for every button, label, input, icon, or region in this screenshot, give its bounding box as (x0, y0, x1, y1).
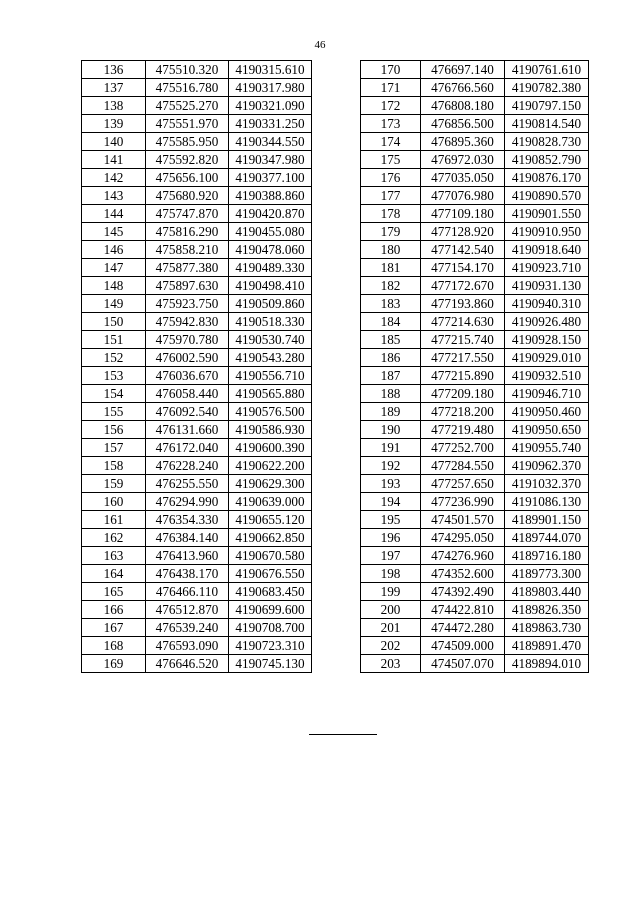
point-number-cell: 145 (82, 223, 146, 241)
table-row (82, 565, 312, 583)
y-coordinate-cell: 4190923.710 (505, 259, 589, 277)
x-coordinate-cell: 476808.180 (421, 97, 505, 115)
y-coordinate-cell: 4190676.550 (229, 565, 312, 583)
y-coordinate-cell: 4189891.470 (505, 637, 589, 655)
point-number-cell: 162 (82, 529, 146, 547)
y-coordinate-cell: 4190797.150 (505, 97, 589, 115)
y-coordinate-cell: 4190662.850 (229, 529, 312, 547)
x-coordinate-cell: 475525.270 (146, 97, 229, 115)
y-coordinate-cell: 4190639.000 (229, 493, 312, 511)
point-number-cell: 203 (361, 655, 421, 673)
x-coordinate-cell: 477219.480 (421, 421, 505, 439)
y-coordinate-cell: 4190377.100 (229, 169, 312, 187)
y-coordinate-cell: 4190321.090 (229, 97, 312, 115)
table-row (82, 421, 312, 439)
x-coordinate-cell: 477215.740 (421, 331, 505, 349)
table-row (82, 115, 312, 133)
table-row (361, 349, 589, 367)
y-coordinate-cell: 4190498.410 (229, 277, 312, 295)
point-number-cell: 136 (82, 61, 146, 79)
y-coordinate-cell: 4190347.980 (229, 151, 312, 169)
x-coordinate-cell: 475656.100 (146, 169, 229, 187)
y-coordinate-cell: 4190509.860 (229, 295, 312, 313)
x-coordinate-cell: 476766.560 (421, 79, 505, 97)
point-number-cell: 168 (82, 637, 146, 655)
table-row (361, 457, 589, 475)
table-row (82, 61, 312, 79)
x-coordinate-cell: 477172.670 (421, 277, 505, 295)
point-number-cell: 152 (82, 349, 146, 367)
x-coordinate-cell: 476593.090 (146, 637, 229, 655)
table-row (361, 133, 589, 151)
table-row (361, 169, 589, 187)
table-row (361, 187, 589, 205)
point-number-cell: 187 (361, 367, 421, 385)
x-coordinate-cell: 477217.550 (421, 349, 505, 367)
y-coordinate-cell: 4190708.700 (229, 619, 312, 637)
point-number-cell: 174 (361, 133, 421, 151)
y-coordinate-cell: 4190489.330 (229, 259, 312, 277)
point-number-cell: 199 (361, 583, 421, 601)
x-coordinate-cell: 475592.820 (146, 151, 229, 169)
x-coordinate-cell: 475551.970 (146, 115, 229, 133)
table-row (82, 331, 312, 349)
point-number-cell: 142 (82, 169, 146, 187)
table-row (361, 511, 589, 529)
y-coordinate-cell: 4189716.180 (505, 547, 589, 565)
x-coordinate-cell: 476058.440 (146, 385, 229, 403)
table-row (82, 133, 312, 151)
y-coordinate-cell: 4190388.860 (229, 187, 312, 205)
point-number-cell: 201 (361, 619, 421, 637)
point-number-cell: 181 (361, 259, 421, 277)
point-number-cell: 188 (361, 385, 421, 403)
point-number-cell: 155 (82, 403, 146, 421)
x-coordinate-cell: 477076.980 (421, 187, 505, 205)
x-coordinate-cell: 477215.890 (421, 367, 505, 385)
table-row (82, 583, 312, 601)
y-coordinate-cell: 4190518.330 (229, 313, 312, 331)
point-number-cell: 164 (82, 565, 146, 583)
point-number-cell: 190 (361, 421, 421, 439)
y-coordinate-cell: 4190940.310 (505, 295, 589, 313)
table-row (361, 115, 589, 133)
point-number-cell: 150 (82, 313, 146, 331)
y-coordinate-cell: 4190814.540 (505, 115, 589, 133)
y-coordinate-cell: 4189894.010 (505, 655, 589, 673)
table-row (82, 511, 312, 529)
y-coordinate-cell: 4189863.730 (505, 619, 589, 637)
x-coordinate-cell: 476697.140 (421, 61, 505, 79)
point-number-cell: 198 (361, 565, 421, 583)
x-coordinate-cell: 476466.110 (146, 583, 229, 601)
point-number-cell: 175 (361, 151, 421, 169)
table-row (361, 583, 589, 601)
point-number-cell: 202 (361, 637, 421, 655)
table-row (361, 277, 589, 295)
point-number-cell: 196 (361, 529, 421, 547)
table-row (82, 205, 312, 223)
x-coordinate-cell: 476036.670 (146, 367, 229, 385)
y-coordinate-cell: 4190931.130 (505, 277, 589, 295)
point-number-cell: 186 (361, 349, 421, 367)
y-coordinate-cell: 4190910.950 (505, 223, 589, 241)
point-number-cell: 183 (361, 295, 421, 313)
coordinates-table-left (81, 60, 312, 673)
point-number-cell: 192 (361, 457, 421, 475)
x-coordinate-cell: 474352.600 (421, 565, 505, 583)
y-coordinate-cell: 4190600.390 (229, 439, 312, 457)
y-coordinate-cell: 4190586.930 (229, 421, 312, 439)
x-coordinate-cell: 477218.200 (421, 403, 505, 421)
x-coordinate-cell: 477257.650 (421, 475, 505, 493)
x-coordinate-cell: 477109.180 (421, 205, 505, 223)
point-number-cell: 176 (361, 169, 421, 187)
end-of-document-rule (309, 734, 377, 735)
y-coordinate-cell: 4190723.310 (229, 637, 312, 655)
x-coordinate-cell: 476413.960 (146, 547, 229, 565)
x-coordinate-cell: 474392.490 (421, 583, 505, 601)
x-coordinate-cell: 477214.630 (421, 313, 505, 331)
y-coordinate-cell: 4191086.130 (505, 493, 589, 511)
x-coordinate-cell: 475877.380 (146, 259, 229, 277)
x-coordinate-cell: 474295.050 (421, 529, 505, 547)
y-coordinate-cell: 4190928.150 (505, 331, 589, 349)
point-number-cell: 197 (361, 547, 421, 565)
table-row (361, 241, 589, 259)
x-coordinate-cell: 476856.500 (421, 115, 505, 133)
y-coordinate-cell: 4189901.150 (505, 511, 589, 529)
point-number-cell: 148 (82, 277, 146, 295)
table-row (82, 97, 312, 115)
y-coordinate-cell: 4190622.200 (229, 457, 312, 475)
table-row (361, 637, 589, 655)
y-coordinate-cell: 4189773.300 (505, 565, 589, 583)
table-row (361, 259, 589, 277)
table-row (361, 367, 589, 385)
y-coordinate-cell: 4190950.650 (505, 421, 589, 439)
table-row (82, 529, 312, 547)
table-row (82, 259, 312, 277)
y-coordinate-cell: 4190420.870 (229, 205, 312, 223)
point-number-cell: 177 (361, 187, 421, 205)
x-coordinate-cell: 474472.280 (421, 619, 505, 637)
x-coordinate-cell: 476972.030 (421, 151, 505, 169)
table-row (361, 151, 589, 169)
x-coordinate-cell: 475816.290 (146, 223, 229, 241)
x-coordinate-cell: 476646.520 (146, 655, 229, 673)
x-coordinate-cell: 476294.990 (146, 493, 229, 511)
y-coordinate-cell: 4190950.460 (505, 403, 589, 421)
point-number-cell: 194 (361, 493, 421, 511)
point-number-cell: 144 (82, 205, 146, 223)
x-coordinate-cell: 477128.920 (421, 223, 505, 241)
point-number-cell: 159 (82, 475, 146, 493)
point-number-cell: 167 (82, 619, 146, 637)
x-coordinate-cell: 475516.780 (146, 79, 229, 97)
y-coordinate-cell: 4190901.550 (505, 205, 589, 223)
point-number-cell: 161 (82, 511, 146, 529)
y-coordinate-cell: 4190331.250 (229, 115, 312, 133)
table-row (82, 385, 312, 403)
table-row (82, 241, 312, 259)
table-row (82, 547, 312, 565)
y-coordinate-cell: 4190576.500 (229, 403, 312, 421)
x-coordinate-cell: 477142.540 (421, 241, 505, 259)
point-number-cell: 193 (361, 475, 421, 493)
x-coordinate-cell: 475897.630 (146, 277, 229, 295)
point-number-cell: 156 (82, 421, 146, 439)
point-number-cell: 200 (361, 601, 421, 619)
coordinates-table-right (360, 60, 589, 673)
point-number-cell: 157 (82, 439, 146, 457)
x-coordinate-cell: 476172.040 (146, 439, 229, 457)
point-number-cell: 163 (82, 547, 146, 565)
x-coordinate-cell: 476895.360 (421, 133, 505, 151)
table-row (361, 205, 589, 223)
x-coordinate-cell: 474276.960 (421, 547, 505, 565)
point-number-cell: 178 (361, 205, 421, 223)
x-coordinate-cell: 477035.050 (421, 169, 505, 187)
y-coordinate-cell: 4190455.080 (229, 223, 312, 241)
point-number-cell: 172 (361, 97, 421, 115)
y-coordinate-cell: 4190556.710 (229, 367, 312, 385)
table-row (361, 313, 589, 331)
y-coordinate-cell: 4190932.510 (505, 367, 589, 385)
y-coordinate-cell: 4190317.980 (229, 79, 312, 97)
y-coordinate-cell: 4190344.550 (229, 133, 312, 151)
table-row (361, 61, 589, 79)
point-number-cell: 191 (361, 439, 421, 457)
y-coordinate-cell: 4190955.740 (505, 439, 589, 457)
point-number-cell: 179 (361, 223, 421, 241)
y-coordinate-cell: 4190655.120 (229, 511, 312, 529)
x-coordinate-cell: 475923.750 (146, 295, 229, 313)
table-row (82, 277, 312, 295)
point-number-cell: 141 (82, 151, 146, 169)
point-number-cell: 147 (82, 259, 146, 277)
table-row (361, 421, 589, 439)
y-coordinate-cell: 4190543.280 (229, 349, 312, 367)
point-number-cell: 137 (82, 79, 146, 97)
y-coordinate-cell: 4190761.610 (505, 61, 589, 79)
table-row (361, 475, 589, 493)
point-number-cell: 146 (82, 241, 146, 259)
x-coordinate-cell: 477154.170 (421, 259, 505, 277)
x-coordinate-cell: 476131.660 (146, 421, 229, 439)
x-coordinate-cell: 475747.870 (146, 205, 229, 223)
y-coordinate-cell: 4190683.450 (229, 583, 312, 601)
table-row (361, 331, 589, 349)
table-row (361, 565, 589, 583)
y-coordinate-cell: 4190670.580 (229, 547, 312, 565)
point-number-cell: 153 (82, 367, 146, 385)
x-coordinate-cell: 475680.920 (146, 187, 229, 205)
x-coordinate-cell: 477252.700 (421, 439, 505, 457)
y-coordinate-cell: 4190745.130 (229, 655, 312, 673)
point-number-cell: 151 (82, 331, 146, 349)
x-coordinate-cell: 474507.070 (421, 655, 505, 673)
table-row (82, 439, 312, 457)
point-number-cell: 138 (82, 97, 146, 115)
point-number-cell: 165 (82, 583, 146, 601)
page-number: 46 (314, 39, 326, 51)
x-coordinate-cell: 475585.950 (146, 133, 229, 151)
table-row (361, 403, 589, 421)
table-row (82, 493, 312, 511)
x-coordinate-cell: 477193.860 (421, 295, 505, 313)
y-coordinate-cell: 4190699.600 (229, 601, 312, 619)
y-coordinate-cell: 4190530.740 (229, 331, 312, 349)
y-coordinate-cell: 4190828.730 (505, 133, 589, 151)
point-number-cell: 184 (361, 313, 421, 331)
table-row (361, 439, 589, 457)
point-number-cell: 170 (361, 61, 421, 79)
point-number-cell: 149 (82, 295, 146, 313)
table-row (82, 403, 312, 421)
y-coordinate-cell: 4190782.380 (505, 79, 589, 97)
table-row (82, 79, 312, 97)
x-coordinate-cell: 475942.830 (146, 313, 229, 331)
x-coordinate-cell: 476255.550 (146, 475, 229, 493)
x-coordinate-cell: 477284.550 (421, 457, 505, 475)
x-coordinate-cell: 477209.180 (421, 385, 505, 403)
x-coordinate-cell: 475858.210 (146, 241, 229, 259)
x-coordinate-cell: 476092.540 (146, 403, 229, 421)
point-number-cell: 182 (361, 277, 421, 295)
x-coordinate-cell: 475970.780 (146, 331, 229, 349)
x-coordinate-cell: 476354.330 (146, 511, 229, 529)
y-coordinate-cell: 4189826.350 (505, 601, 589, 619)
point-number-cell: 185 (361, 331, 421, 349)
point-number-cell: 180 (361, 241, 421, 259)
table-row (361, 493, 589, 511)
table-row (82, 295, 312, 313)
y-coordinate-cell: 4190876.170 (505, 169, 589, 187)
point-number-cell: 189 (361, 403, 421, 421)
point-number-cell: 195 (361, 511, 421, 529)
table-row (361, 529, 589, 547)
point-number-cell: 154 (82, 385, 146, 403)
table-row (82, 151, 312, 169)
table-row (361, 385, 589, 403)
table-row (82, 637, 312, 655)
y-coordinate-cell: 4190946.710 (505, 385, 589, 403)
y-coordinate-cell: 4190852.790 (505, 151, 589, 169)
x-coordinate-cell: 476228.240 (146, 457, 229, 475)
table-row (361, 601, 589, 619)
table-row (361, 79, 589, 97)
x-coordinate-cell: 476512.870 (146, 601, 229, 619)
point-number-cell: 143 (82, 187, 146, 205)
point-number-cell: 160 (82, 493, 146, 511)
table-row (82, 457, 312, 475)
y-coordinate-cell: 4191032.370 (505, 475, 589, 493)
x-coordinate-cell: 476002.590 (146, 349, 229, 367)
table-row (361, 547, 589, 565)
table-row (361, 223, 589, 241)
table-row (82, 601, 312, 619)
table-row (82, 367, 312, 385)
point-number-cell: 169 (82, 655, 146, 673)
table-row (361, 97, 589, 115)
table-row (361, 619, 589, 637)
table-row (82, 619, 312, 637)
y-coordinate-cell: 4190565.880 (229, 385, 312, 403)
table-row (82, 223, 312, 241)
x-coordinate-cell: 474501.570 (421, 511, 505, 529)
point-number-cell: 140 (82, 133, 146, 151)
x-coordinate-cell: 476539.240 (146, 619, 229, 637)
table-row (82, 475, 312, 493)
x-coordinate-cell: 476438.170 (146, 565, 229, 583)
y-coordinate-cell: 4189803.440 (505, 583, 589, 601)
y-coordinate-cell: 4190315.610 (229, 61, 312, 79)
table-row (82, 655, 312, 673)
point-number-cell: 173 (361, 115, 421, 133)
y-coordinate-cell: 4190629.300 (229, 475, 312, 493)
x-coordinate-cell: 474422.810 (421, 601, 505, 619)
y-coordinate-cell: 4190890.570 (505, 187, 589, 205)
y-coordinate-cell: 4190478.060 (229, 241, 312, 259)
x-coordinate-cell: 474509.000 (421, 637, 505, 655)
y-coordinate-cell: 4190962.370 (505, 457, 589, 475)
table-row (361, 655, 589, 673)
x-coordinate-cell: 476384.140 (146, 529, 229, 547)
table-row (82, 313, 312, 331)
y-coordinate-cell: 4190926.480 (505, 313, 589, 331)
point-number-cell: 139 (82, 115, 146, 133)
table-row (361, 295, 589, 313)
x-coordinate-cell: 475510.320 (146, 61, 229, 79)
table-row (82, 349, 312, 367)
point-number-cell: 158 (82, 457, 146, 475)
y-coordinate-cell: 4190929.010 (505, 349, 589, 367)
x-coordinate-cell: 477236.990 (421, 493, 505, 511)
y-coordinate-cell: 4189744.070 (505, 529, 589, 547)
y-coordinate-cell: 4190918.640 (505, 241, 589, 259)
point-number-cell: 166 (82, 601, 146, 619)
point-number-cell: 171 (361, 79, 421, 97)
table-row (82, 169, 312, 187)
table-row (82, 187, 312, 205)
